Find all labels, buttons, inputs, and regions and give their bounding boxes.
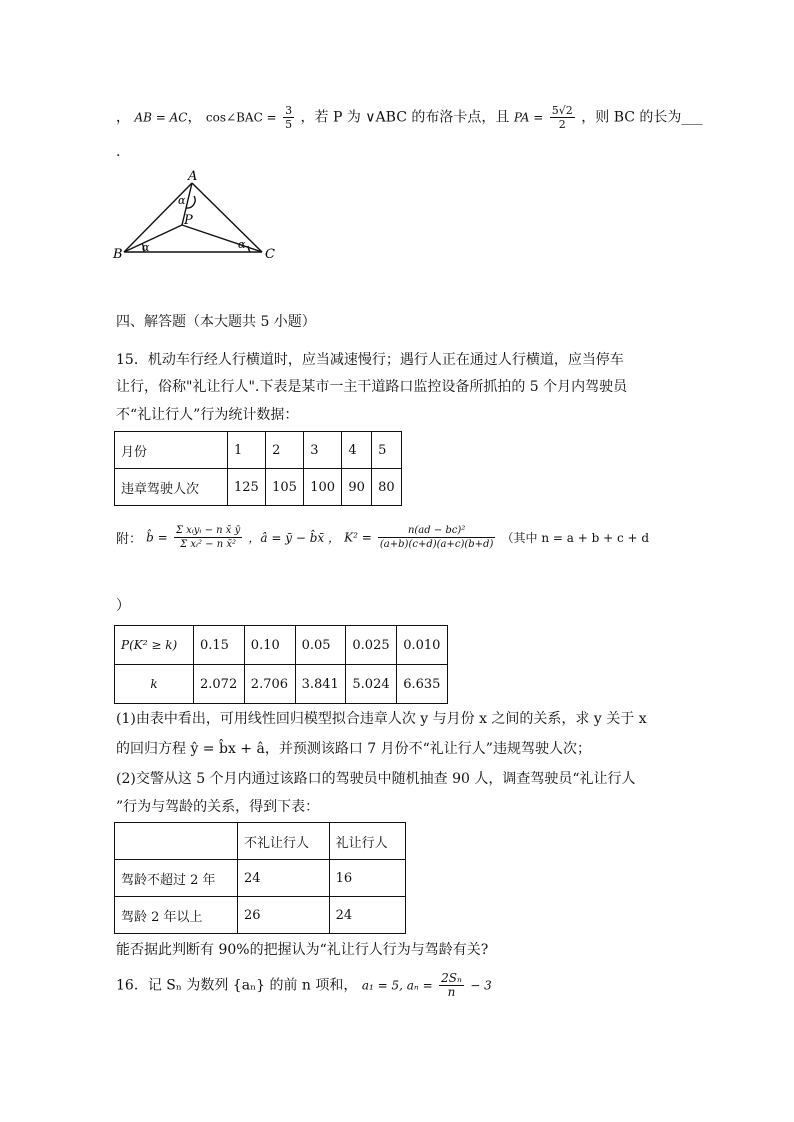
p16-fraction [439, 972, 464, 999]
q1-line2: 的回归方程 ŷ = b̂x + â，并预测该路口 7 月份不“礼让行人”违规驾驶人次； [116, 741, 591, 757]
comma: ， [116, 109, 130, 126]
k2-label: K² = [344, 530, 372, 545]
driving-age-table [114, 822, 406, 934]
table-row [115, 860, 406, 897]
k2-numerator: n(ad − bc)² [378, 524, 495, 538]
table-cell: 24 [238, 860, 330, 897]
where-clause: （其中 n = a + b + c + d [501, 531, 650, 545]
ab-ac: AB = AC [134, 110, 188, 125]
table-row [115, 469, 402, 506]
table-cell: k [115, 665, 194, 704]
triangle-figure [110, 168, 290, 268]
table-cell: 2 [266, 432, 304, 469]
label-c: C [265, 247, 275, 262]
appendix-formulas [116, 524, 786, 551]
table-cell: 26 [238, 897, 330, 934]
table-cell: 驾龄 2 年以上 [115, 897, 238, 934]
table-cell: 0.15 [194, 626, 245, 665]
table-cell: 105 [266, 469, 304, 506]
p16-text: 16．记 Sₙ 为数列 {aₙ} 的前 n 项和， [116, 977, 358, 994]
table-cell: 3 [304, 432, 342, 469]
table-cell: 0.05 [295, 626, 346, 665]
table-cell: 90 [342, 469, 372, 506]
table-cell: 4 [342, 432, 372, 469]
table-row [115, 897, 406, 934]
table-cell: 6.635 [397, 665, 448, 704]
label-a: A [188, 169, 198, 184]
table-cell: 125 [228, 469, 266, 506]
table-cell: 0.10 [244, 626, 295, 665]
p16-denominator: n [447, 985, 456, 999]
label-p: P [184, 213, 193, 228]
alpha-a: α [178, 194, 186, 207]
q1-line1: (1)由表中看出，可用线性回归模型拟合违章人次 y 与月份 x 之间的关系，求 y 关于 x [116, 711, 647, 727]
table-cell: 24 [329, 897, 405, 934]
q2-line2: ”行为与驾龄的关系，得到下表： [116, 799, 320, 815]
side-ac [192, 183, 262, 252]
cos-label: cos∠BAC = [205, 110, 277, 125]
table-cell: P(K² ≥ k) [115, 626, 194, 665]
label-b: B [113, 247, 123, 262]
problem14-period: . [116, 144, 121, 160]
table-cell: 5.024 [346, 665, 397, 704]
problem16-line [116, 972, 492, 999]
appendix-label: 附： [116, 532, 143, 547]
b-hat-fraction [174, 524, 242, 551]
table-cell: 5 [372, 432, 402, 469]
b-hat-numerator: Σ xᵢyᵢ − n x̄ ȳ [175, 525, 241, 536]
k2-denominator: (a+b)(c+d)(a+c)(b+d) [379, 539, 494, 550]
pa-numerator: 5√2 [551, 104, 573, 117]
pa-label: PA = [513, 110, 544, 125]
b-hat-label: b̂ = [146, 530, 168, 545]
table-row [115, 823, 406, 860]
alpha-c: α [238, 238, 246, 251]
table-cell: 礼让行人 [329, 823, 405, 860]
table-cell: 月份 [115, 432, 228, 469]
critical-value-table [114, 625, 448, 704]
p15-line3: 不“礼让行人”行为统计数据： [116, 407, 299, 423]
table-cell [115, 823, 238, 860]
p15-line2: 让行，俗称"礼让行人".下表是某市一主干道路口监控设备所抓拍的 5 个月内驾驶员 [116, 379, 628, 395]
close-paren: ） [116, 598, 130, 614]
table-cell: 违章驾驶人次 [115, 469, 228, 506]
cos-numerator: 3 [285, 104, 293, 117]
cos-fraction [283, 104, 294, 131]
segment-cp [182, 225, 262, 252]
b-hat-denominator: Σ xᵢ² − n x̄² [180, 539, 237, 550]
problem14-mid: ，若 P 为 ∨ABC 的布洛卡点，且 [300, 109, 510, 126]
q2-line3: 能否据此判断有 90%的把握认为“礼让行人行为与驾龄有关? [116, 942, 489, 958]
pa-fraction [550, 104, 575, 131]
table-cell: 2.072 [194, 665, 245, 704]
p16-condition: a₁ = 5, aₙ = [361, 978, 433, 993]
k2-fraction [378, 524, 495, 551]
q2-line1: (2)交警从这 5 个月内通过该路口的驾驶员中随机抽查 90 人，调查驾驶员“礼让行人 [116, 771, 636, 787]
table-cell: 16 [329, 860, 405, 897]
section-title: 四、解答题（本大题共 5 小题） [116, 314, 316, 330]
table-cell: 0.010 [397, 626, 448, 665]
violation-table [114, 431, 402, 506]
table-row [115, 665, 448, 704]
p16-tail: − 3 [470, 978, 492, 993]
segment-bp [124, 225, 182, 252]
table-cell: 不礼让行人 [238, 823, 330, 860]
table-cell: 0.025 [346, 626, 397, 665]
table-cell: 2.706 [244, 665, 295, 704]
table-row [115, 626, 448, 665]
problem14-line: ， AB = AC， cos∠BAC = $\frac{3}{5}$ ，若 P 为 ∨ABC 的布洛卡点，且 PA = $\frac{5√2}{2}$ ，则 BC 的长为___ [116, 104, 703, 131]
p15-line1: 15．机动车行经人行横道时，应当减速慢行；遇行人正在通过人行横道，应当停车 [116, 352, 624, 368]
p16-numerator: 2Sₙ [441, 971, 462, 985]
table-row [115, 432, 402, 469]
table-cell: 100 [304, 469, 342, 506]
table-cell: 3.841 [295, 665, 346, 704]
table-cell: 1 [228, 432, 266, 469]
problem14-tail: ，则 BC 的长为 [581, 109, 682, 126]
a-hat-formula: ，â = ȳ − b̂x̄ ， [248, 531, 340, 545]
pa-denominator: 2 [558, 118, 566, 131]
table-cell: 80 [372, 469, 402, 506]
table-cell: 驾龄不超过 2 年 [115, 860, 238, 897]
answer-blank: ___ [681, 109, 703, 126]
alpha-b: α [142, 241, 150, 254]
cos-denominator: 5 [285, 118, 293, 131]
